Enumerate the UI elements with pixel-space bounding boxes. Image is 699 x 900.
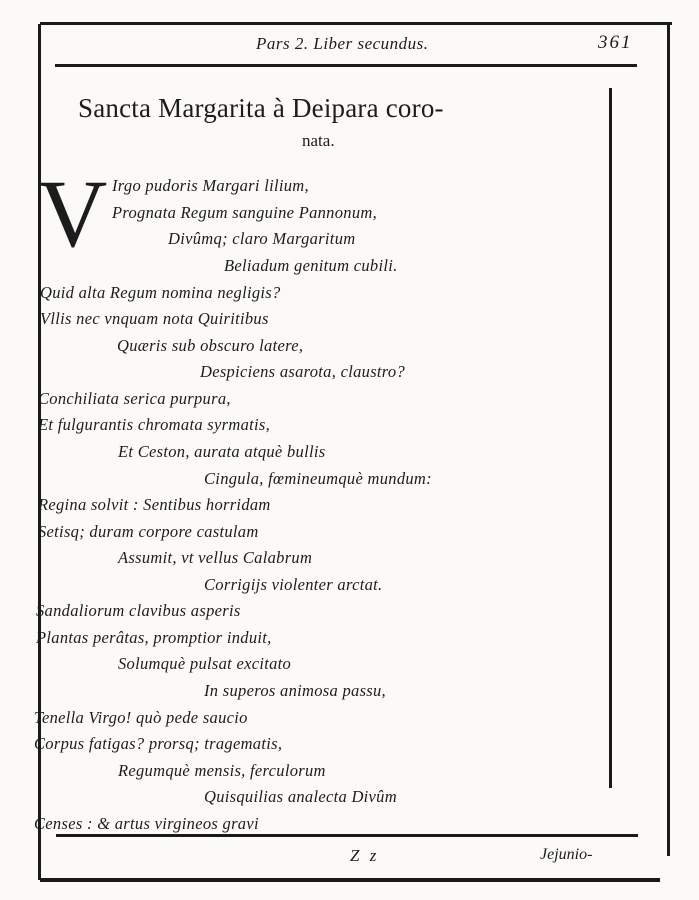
verse-line: Conchiliata serica purpura, bbox=[38, 389, 231, 408]
verse-line: Tenella Virgo! quò pede saucio bbox=[34, 708, 248, 727]
verse-line: Regina solvit : Sentibus horridam bbox=[38, 495, 271, 514]
verse-line: Regumquè mensis, ferculorum bbox=[118, 761, 326, 780]
running-head: Pars 2. Liber secundus. bbox=[256, 34, 429, 53]
verse-line: Quæris sub obscuro latere, bbox=[117, 336, 304, 355]
verse-line: Quisquilias analecta Divûm bbox=[204, 787, 397, 806]
catchword: Jejunio- bbox=[540, 846, 593, 863]
verse-line: Prognata Regum sanguine Pannonum, bbox=[112, 203, 378, 222]
frame-rule-right-inner bbox=[609, 88, 612, 788]
frame-rule-top-outer bbox=[40, 22, 672, 25]
frame-rule-top-inner bbox=[55, 64, 637, 67]
signature-mark: Z z bbox=[350, 846, 380, 865]
frame-rule-bottom-outer bbox=[40, 878, 660, 882]
verse-line: Plantas perâtas, promptior induit, bbox=[36, 628, 272, 647]
verse-line: Et Ceston, aurata atquè bullis bbox=[118, 442, 326, 461]
verse-line: Irgo pudoris Margari lilium, bbox=[112, 176, 309, 195]
verse-line: Censes : & artus virgineos gravi bbox=[34, 814, 259, 833]
poem-title-line-2: nata. bbox=[302, 131, 335, 150]
verse-line: Solumquè pulsat excitato bbox=[118, 654, 292, 673]
verse-line: Quid alta Regum nomina negligis? bbox=[40, 283, 281, 302]
poem-title-line-1: Sancta Margarita à Deipara coro- bbox=[78, 93, 444, 123]
verse-line: Divûmq; claro Margaritum bbox=[168, 229, 356, 248]
verse-line: Setisq; duram corpore castulam bbox=[38, 522, 259, 541]
page-number: 361 bbox=[598, 32, 633, 53]
verse-line: Et fulgurantis chromata syrmatis, bbox=[38, 415, 271, 434]
verse-line: Beliadum genitum cubili. bbox=[224, 256, 398, 275]
verse-line: Vllis nec vnquam nota Quiritibus bbox=[40, 309, 269, 328]
verse-line: Sandaliorum clavibus asperis bbox=[36, 601, 241, 620]
verse-line: Corrigijs violenter arctat. bbox=[204, 575, 383, 594]
verse-line: Assumit, vt vellus Calabrum bbox=[118, 548, 313, 567]
verse-line: Despiciens asarota, claustro? bbox=[200, 362, 406, 381]
verse-line: Corpus fatigas? prorsq; tragematis, bbox=[34, 734, 283, 753]
verse-line: Cingula, fœmineumquè mundum: bbox=[204, 469, 432, 488]
verse-line: In superos animosa passu, bbox=[204, 681, 386, 700]
frame-rule-right-outer bbox=[667, 24, 670, 856]
drop-capital: V bbox=[38, 160, 108, 267]
frame-rule-bottom-inner bbox=[56, 834, 638, 837]
